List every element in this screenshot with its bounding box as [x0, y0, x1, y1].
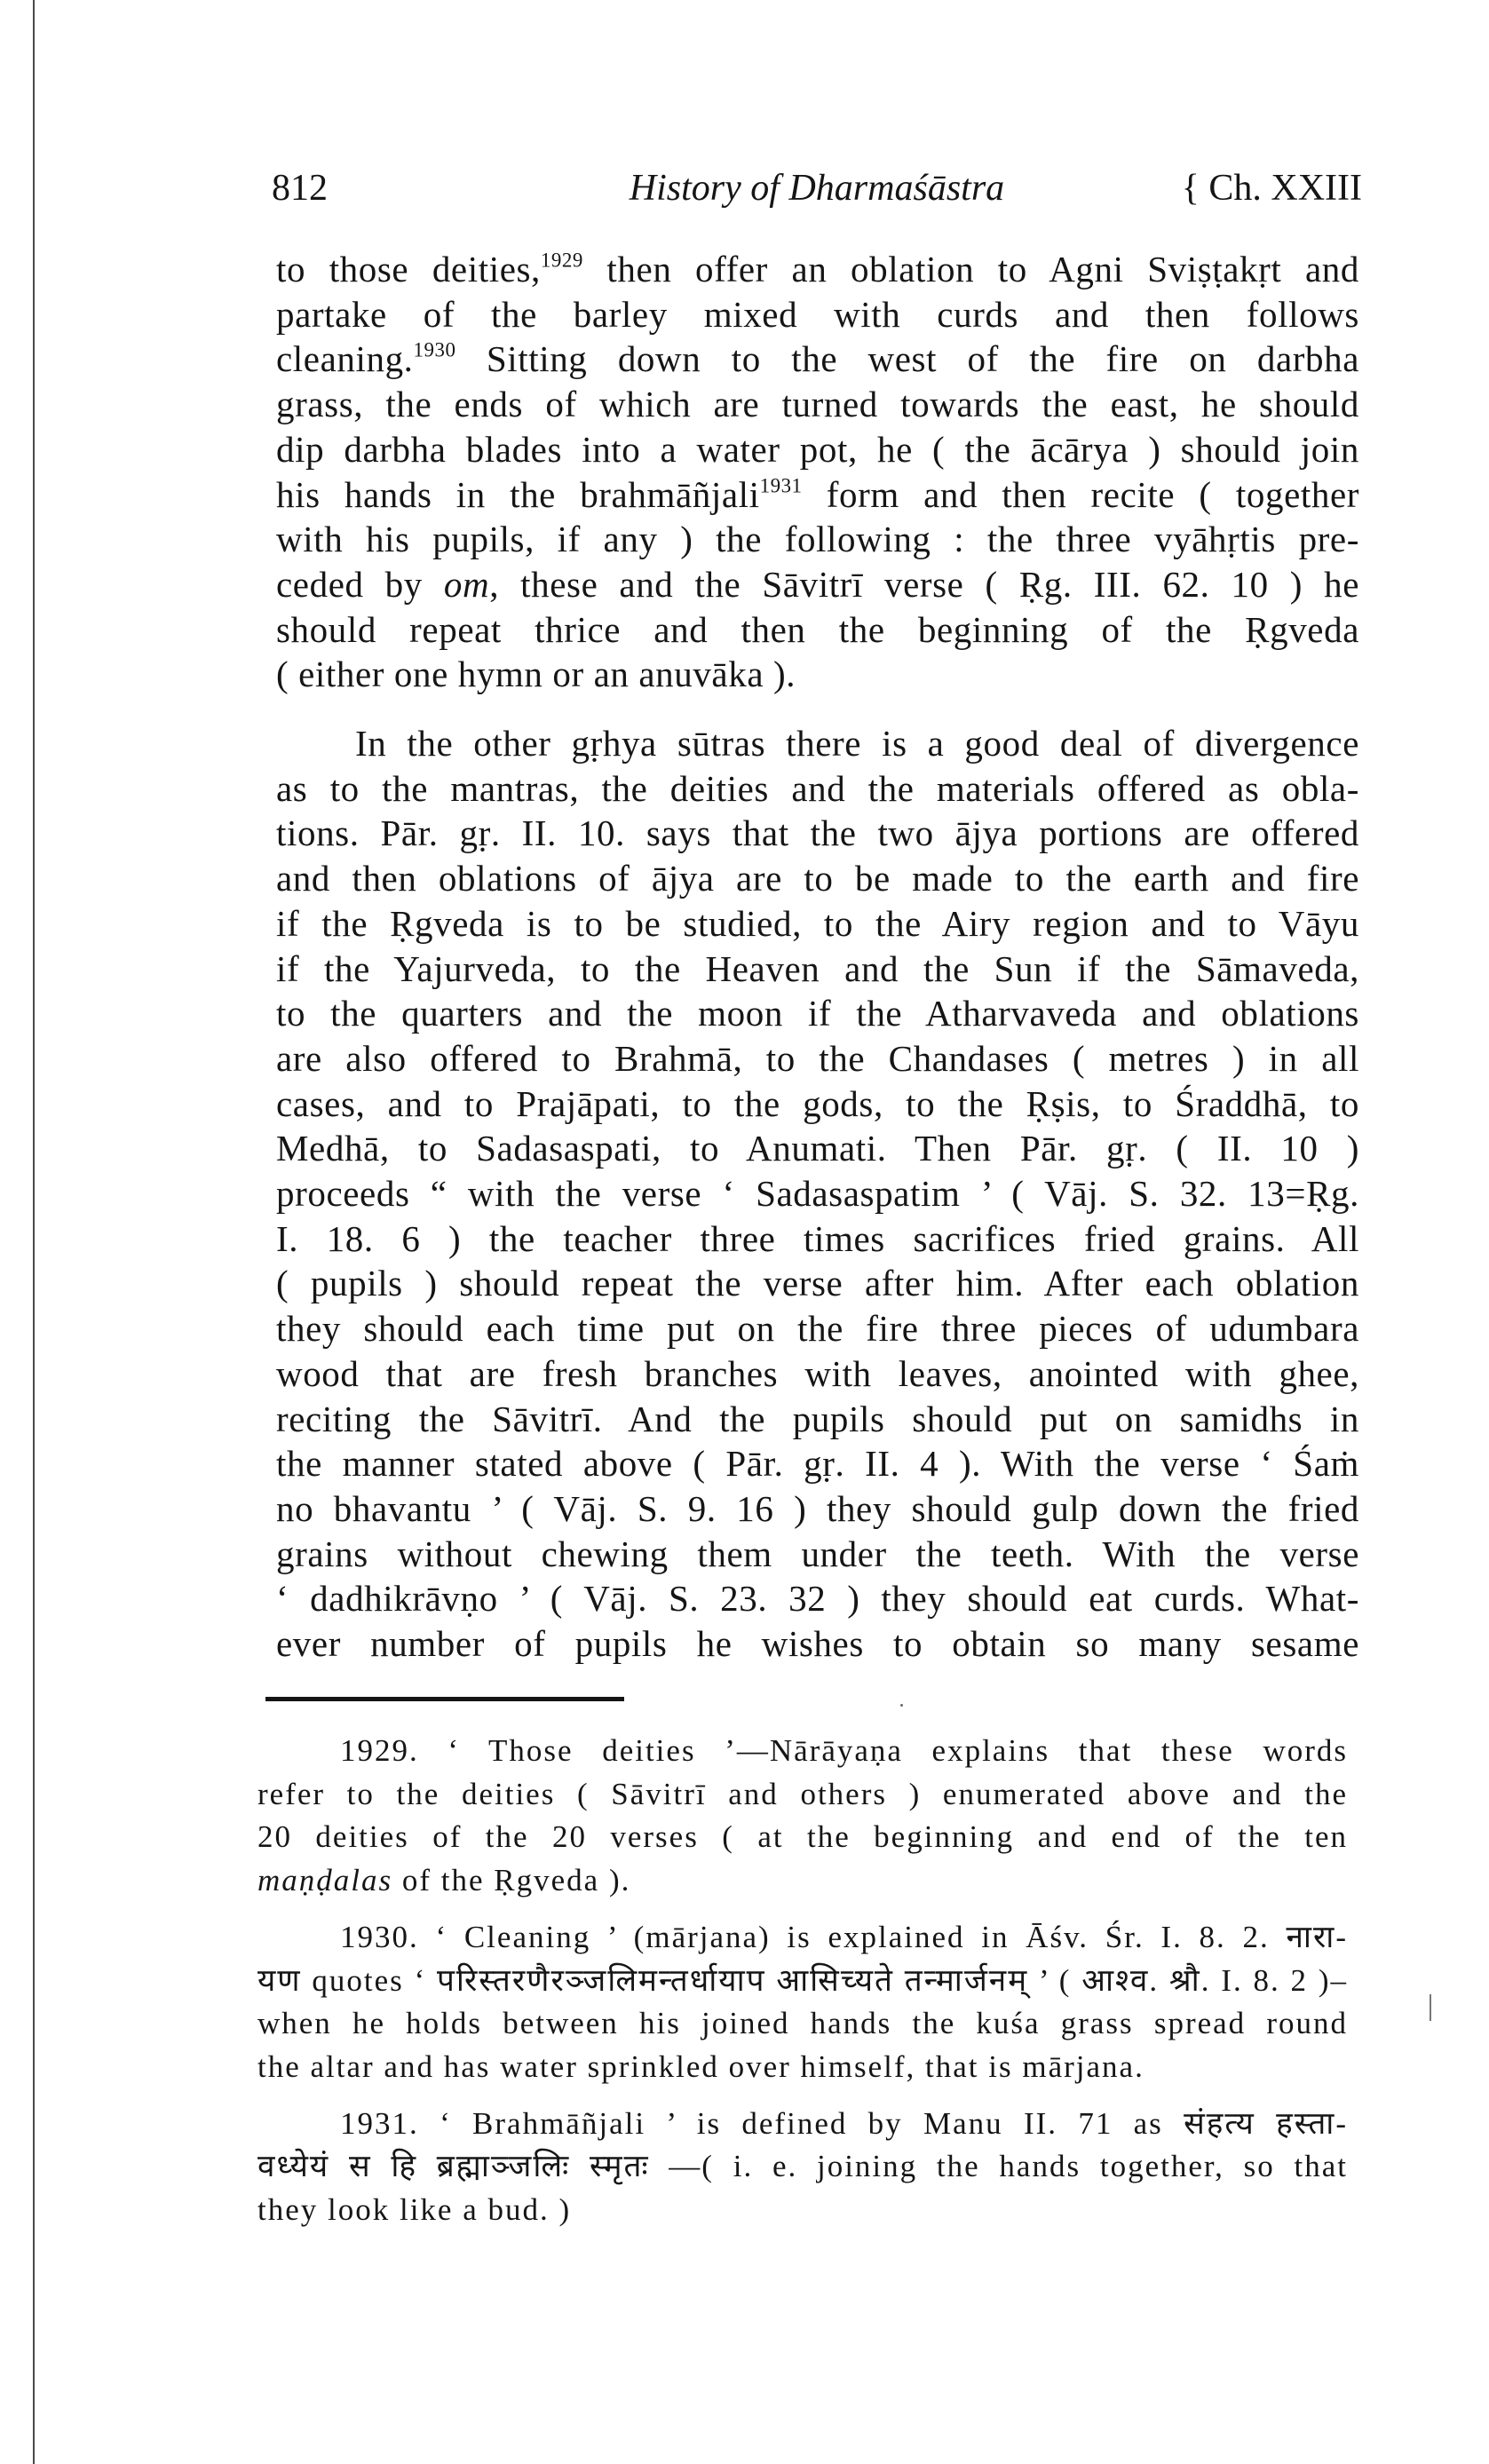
- running-head: [272, 165, 1362, 211]
- footnote-line: [257, 1916, 1348, 1960]
- text-run: ‘ Those deities ’—Nārāyaṇa explains that these words: [447, 1733, 1349, 1768]
- text-line: reciting the Sāvitrī. And the pupils should put on samidhs in: [276, 1398, 1359, 1439]
- footnote-marker: 1931: [759, 474, 803, 496]
- text-line: [276, 247, 1359, 292]
- body-text: [276, 247, 1359, 1667]
- footnote-line: [257, 2103, 1348, 2146]
- footnote-line: वध्येयं स हि ब्रह्माञ्जलिः स्मृतः —( i. e. joining the hands together, so that: [257, 2149, 1348, 2184]
- scan-mark: [1430, 1994, 1431, 2021]
- footnote: [257, 2103, 1348, 2232]
- text-run: ceded by: [276, 563, 444, 605]
- text-run: of the Ṛgveda ).: [392, 1863, 631, 1898]
- text-run: his hands in the brahmāñjali: [276, 473, 760, 515]
- footnotes: [257, 1730, 1348, 2232]
- footnote-line: [257, 1859, 1348, 1903]
- text-run: , these and the Sāvitrī verse ( Ṛg. III. 62. 10 ) he: [489, 563, 1359, 605]
- text-run: then offer an oblation to Agni Sviṣṭakṛt and: [582, 249, 1359, 289]
- footnote: [257, 1730, 1348, 1903]
- footnote-line: when he holds between his joined hands the kuśa grass spread round: [257, 2006, 1348, 2041]
- scan-edge-line: [33, 0, 35, 2464]
- paragraph: [276, 721, 1359, 1667]
- text-line: if the Yajurveda, to the Heaven and the Sun if the Sāmaveda,: [276, 947, 1359, 989]
- text-line: I. 18. 6 ) the teacher three times sacrifices fried grains. All: [276, 1217, 1359, 1259]
- text-line: [276, 472, 1359, 518]
- italic-term: om: [443, 563, 490, 605]
- text-line: no bhavantu ’ ( Vāj. S. 9. 16 ) they should gulp down the fried: [276, 1487, 1359, 1529]
- text-run: to those deities,: [276, 249, 541, 289]
- text-line: ( either one hymn or an anuvāka ).: [276, 654, 796, 695]
- text-line: grass, the ends of which are turned towards the east, he should: [276, 384, 1359, 425]
- chapter-label: { Ch. XXIII: [1181, 168, 1362, 209]
- text-line: are also offered to Brahmā, to the Chandases ( metres ) in all: [276, 1037, 1359, 1079]
- text-line: ‘ dadhikrāvṇo ’ ( Vāj. S. 23. 32 ) they should eat curds. What-: [276, 1578, 1359, 1620]
- text-line: wood that are fresh branches with leaves, anointed with ghee,: [276, 1352, 1359, 1394]
- footnote-number: 1930.: [340, 1919, 419, 1954]
- text-line: with his pupils, if any ) the following : the three vyāhṛtis pre-: [276, 519, 1359, 560]
- text-line: should repeat thrice and then the beginning of the Ṛgveda: [276, 608, 1359, 650]
- footnote-line: the altar and has water sprinkled over himself, that is mārjana.: [257, 2048, 1144, 2084]
- text-line: cases, and to Prajāpati, to the gods, to the Ṛṣis, to Śraddhā, to: [276, 1082, 1359, 1124]
- text-line: [276, 562, 1359, 607]
- page-number: 812: [272, 168, 328, 209]
- text-line: ( pupils ) should repeat the verse after him. After each oblation: [276, 1263, 1359, 1304]
- running-title: History of Dharmaśāstra: [629, 168, 1005, 209]
- text-line: the manner stated above ( Pār. gṛ. II. 4 ). With the verse ‘ Śaṁ: [276, 1443, 1359, 1485]
- text-line: to the quarters and the moon if the Atharvaveda and oblations: [276, 993, 1359, 1034]
- text-run: ‘ Brahmāñjali ’ is defined by Manu II. 71 as संहत्य हस्ता-: [440, 2105, 1349, 2141]
- text-run: cleaning.: [276, 338, 414, 380]
- footnote-marker: 1930: [413, 338, 456, 361]
- text-line: as to the mantras, the deities and the materials offered as obla-: [276, 767, 1359, 809]
- text-line: partake of the barley mixed with curds and then follows: [276, 293, 1359, 335]
- footnote-line: 20 deities of the 20 verses ( at the beginning and end of the ten: [257, 1819, 1348, 1855]
- footnote: [257, 1916, 1348, 2089]
- text-line: proceeds “ with the verse ‘ Sadasaspatim ’ ( Vāj. S. 32. 13=Ṛg.: [276, 1173, 1359, 1215]
- text-run: Sitting down to the west of the fire on darbha: [455, 338, 1359, 380]
- text-line: if the Ṛgveda is to be studied, to the Airy region and to Vāyu: [276, 902, 1359, 944]
- text-line: tions. Pār. gṛ. II. 10. says that the two ājya portions are offered: [276, 812, 1359, 854]
- text-line: [276, 337, 1359, 382]
- footnote-marker: 1929: [540, 249, 583, 272]
- text-line: and then oblations of ājya are to be made to the earth and fire: [276, 858, 1359, 899]
- footnote-line: refer to the deities ( Sāvitrī and others ) enumerated above and the: [257, 1776, 1348, 1811]
- text-line: In the other gṛhya sūtras there is a good deal of divergence: [355, 723, 1359, 765]
- footnote-separator: [265, 1697, 624, 1701]
- text-line: they should each time put on the fire three pieces of udumbara: [276, 1308, 1359, 1350]
- footnote-number: 1929.: [340, 1733, 419, 1768]
- footnote-line: यण quotes ‘ परिस्तरणैरञ्जलिमन्तर्धायाप आसिच्यते तन्मार्जनम् ’ ( आश्व. श्रौ. I. 8. 2 )–: [257, 1962, 1348, 1998]
- text-run: form and then recite ( together: [802, 473, 1360, 515]
- scan-mark: [900, 1704, 903, 1707]
- text-line: grains without chewing them under the teeth. With the verse: [276, 1533, 1359, 1574]
- text-line: ever number of pupils he wishes to obtain so many sesame: [276, 1623, 1359, 1665]
- footnote-line: [257, 1730, 1348, 1773]
- paragraph: [276, 247, 1359, 697]
- footnote-line: they look like a bud. ): [257, 2192, 572, 2228]
- italic-term: maṇḍalas: [257, 1863, 393, 1898]
- footnote-number: 1931.: [340, 2105, 419, 2141]
- text-line: Medhā, to Sadasaspati, to Anumati. Then Pār. gṛ. ( II. 10 ): [276, 1128, 1359, 1169]
- text-line: dip darbha blades into a water pot, he ( the ācārya ) should join: [276, 428, 1359, 470]
- text-run: ‘ Cleaning ’ (mārjana) is explained in Āśv. Śr. I. 8. 2. नारा-: [435, 1919, 1348, 1954]
